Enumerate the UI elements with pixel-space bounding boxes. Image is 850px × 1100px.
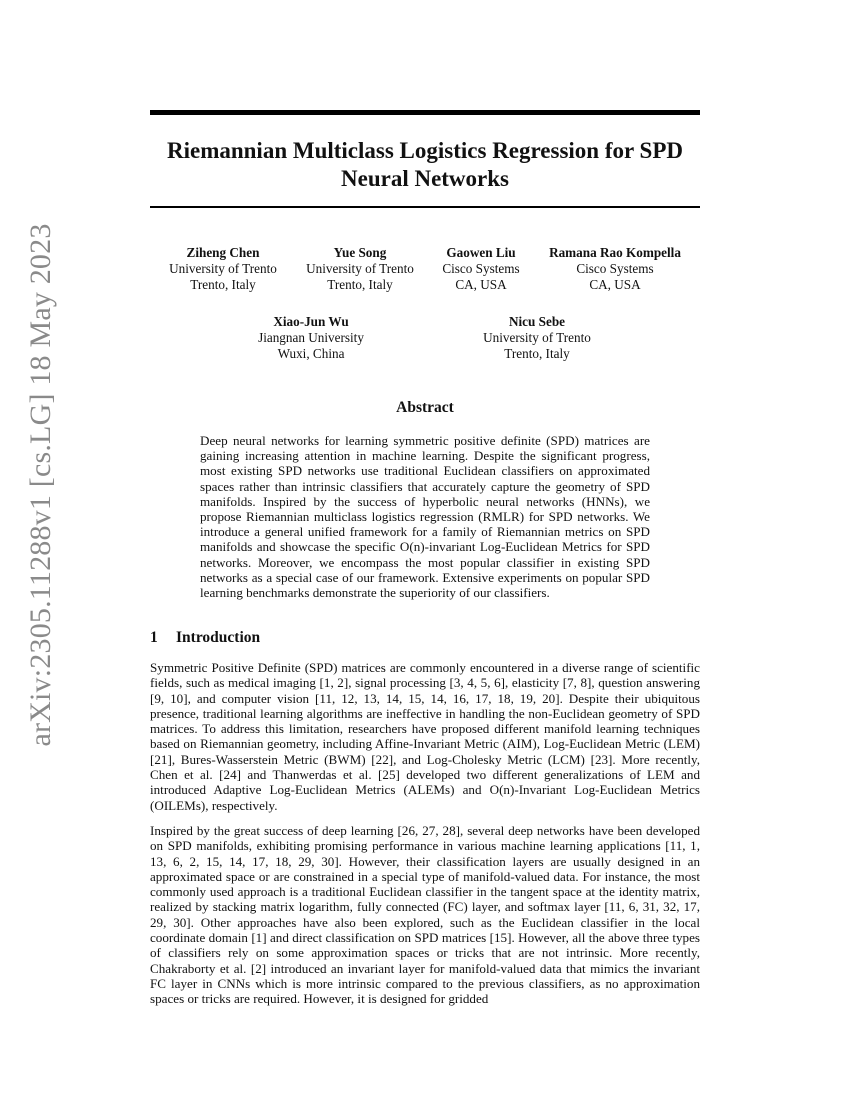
author-block: [436, 245, 526, 293]
author-affiliation: Cisco Systems: [442, 261, 520, 276]
author-name: Gaowen Liu: [446, 245, 516, 260]
author-location: CA, USA: [455, 277, 507, 292]
arxiv-identifier-stamp: arXiv:2305.11288v1 [cs.LG] 18 May 2023: [24, 223, 57, 747]
author-block: [542, 245, 688, 293]
author-affiliation: University of Trento: [306, 261, 414, 276]
author-name: Yue Song: [333, 245, 387, 260]
author-location: CA, USA: [589, 277, 641, 292]
intro-paragraph-2: Inspired by the great success of deep learning [26, 27, 28], several deep networks have been developed on SPD manifolds, exhibiting promising performance in various machine learning applications [11, 1, 13, 6, 2, 15, 14, 17, 18, 29, 30]. However, their classification layers are usually designed in an approximated space or are constrained in a special type of manifold-valued data. For instance, the most commonly used approach is a traditional Euclidean classifier in the tangent space at the identity matrix, realized by stacking matrix logarithm, fully connected (FC) layer, and softmax layer [11, 6, 31, 32, 17, 29, 30]. Other approaches have also been explored, such as the Euclidean classifier in the local coordinate domain [1] and direct classification on SPD matrices [15]. However, all the above three types of classifiers rely on some approximation spaces or tricks that are not intrinsic. More recently, Chakraborty et al. [2] introduced an invariant layer for manifold-valued data that mimics the invariant FC layer in CNNs which is more intrinsic compared to the previous classifiers, as no approximation spaces or tricks are required. However, it is designed for gridded: [150, 823, 700, 1007]
paper-title: [150, 137, 700, 193]
title-top-rule: [150, 110, 700, 115]
title-line-1: Riemannian Multiclass Logistics Regression for SPD: [166, 138, 684, 163]
abstract-heading: Abstract: [396, 399, 454, 416]
author-block: [478, 314, 596, 362]
author-name: Nicu Sebe: [508, 314, 566, 329]
section-heading-introduction: [150, 629, 260, 647]
section-number: 1: [150, 629, 158, 646]
author-block: [252, 314, 370, 362]
author-affiliation: Jiangnan University: [258, 330, 364, 345]
author-location: Trento, Italy: [327, 277, 393, 292]
author-name: Xiao-Jun Wu: [273, 314, 349, 329]
author-affiliation: University of Trento: [169, 261, 277, 276]
abstract-text: Deep neural networks for learning symmetric positive definite (SPD) matrices are gaining increasing attention in machine learning. Despite the significant progress, most existing SPD networks use traditional Euclidean classifiers on approximated spaces rather than intrinsic classifiers that accurately capture the geometry of SPD manifolds. Inspired by the success of hyperbolic neural networks (HNNs), we propose Riemannian multiclass logistics regression (RMLR) for SPD networks. We introduce a general unified framework for a family of Riemannian metrics on SPD manifolds and showcase the specific O(n)-invariant Log-Euclidean Metrics for SPD networks. Moreover, we encompass the most popular classifier in existing SPD networks as a special case of our framework. Extensive experiments on popular SPD learning benchmarks demonstrate the superiority of our classifiers.: [200, 433, 650, 601]
title-bottom-rule: [150, 206, 700, 208]
author-affiliation: University of Trento: [483, 330, 591, 345]
author-block: [165, 245, 281, 293]
title-line-2: Neural Networks: [341, 166, 509, 191]
author-name: Ramana Rao Kompella: [549, 245, 681, 260]
author-location: Trento, Italy: [504, 346, 570, 361]
intro-paragraph-1: Symmetric Positive Definite (SPD) matrices are commonly encountered in a diverse range of scientific fields, such as medical imaging [1, 2], signal processing [3, 4, 5, 6], elasticity [7, 8], question answering [9, 10], and computer vision [11, 12, 13, 14, 15, 14, 16, 17, 18, 19, 20]. Despite their ubiquitous presence, traditional learning algorithms are ineffective in handling the non-Euclidean geometry of SPD matrices. To address this limitation, researchers have proposed different manifold learning techniques based on Riemannian geometry, including Affine-Invariant Metric (AIM), Log-Euclidean Metric (LEM) [21], Bures-Wasserstein Metric (BWM) [22], and Log-Cholesky Metric (LCM) [23]. More recently, Chen et al. [24] and Thanwerdas et al. [25] developed two different generalizations of LEM and introduced Adaptive Log-Euclidean Metrics (ALEMs) and O(n)-Invariant Log-Euclidean Metrics (OILEMs), respectively.: [150, 660, 700, 813]
author-location: Wuxi, China: [277, 346, 345, 361]
author-location: Trento, Italy: [190, 277, 256, 292]
author-affiliation: Cisco Systems: [576, 261, 654, 276]
author-block: [302, 245, 418, 293]
section-title: Introduction: [176, 629, 261, 646]
author-name: Ziheng Chen: [186, 245, 260, 260]
